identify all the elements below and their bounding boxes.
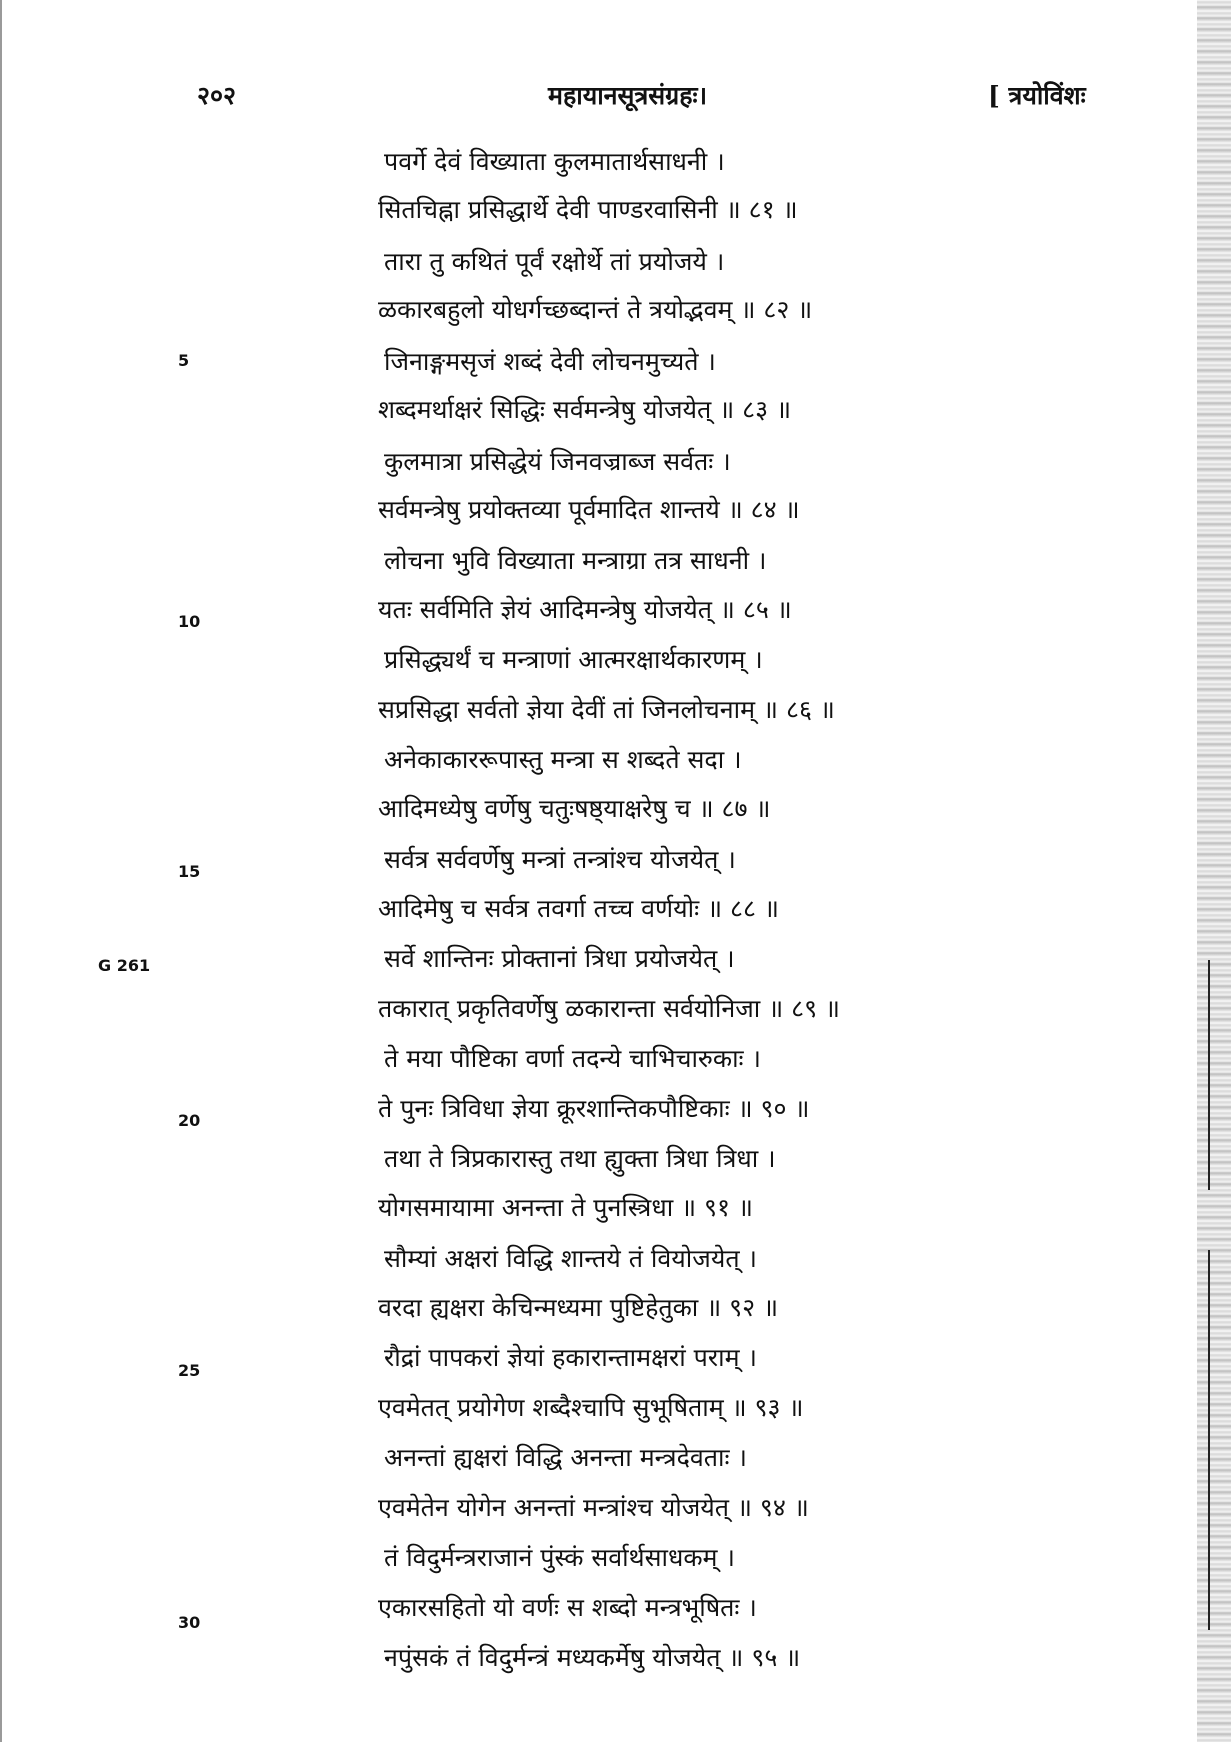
line-number: 15 xyxy=(178,862,201,881)
page-edge-left xyxy=(0,0,2,1742)
verse-line: एकारसहितो यो वर्णः स शब्दो मन्त्रभूषितः । xyxy=(378,1593,757,1622)
running-title: महायानसूत्रसंग्रहः। xyxy=(548,81,708,110)
verse-line: प्रसिद्ध्यर्थं च मन्त्राणां आत्मरक्षार्थकारणम् । xyxy=(384,645,763,674)
verse-line: आदिमेषु च सर्वत्र तवर्गा तच्च वर्णयोः ॥ ८८ ॥ xyxy=(378,894,779,923)
verse-line: अनेकाकाररूपास्तु मन्त्रा स शब्दते सदा । xyxy=(384,745,742,774)
line-number: 30 xyxy=(178,1613,201,1632)
verse-line: ते पुनः त्रिविधा ज्ञेया क्रूरशान्तिकपौष्टिकाः ॥ ९० ॥ xyxy=(378,1094,810,1123)
line-number: 25 xyxy=(178,1361,201,1380)
verse-line: एवमेतत् प्रयोगेण शब्दैश्चापि सुभूषिताम् ॥ ९३ ॥ xyxy=(378,1393,804,1422)
line-number: 20 xyxy=(178,1111,201,1130)
page-number: २०२ xyxy=(197,81,237,110)
verse-line: योगसमायामा अनन्ता ते पुनस्त्रिधा ॥ ९१ ॥ xyxy=(378,1193,753,1222)
verse-line: सर्वत्र सर्ववर्णेषु मन्त्रां तन्त्रांश्च योजयेत् । xyxy=(384,845,736,874)
line-number: 10 xyxy=(178,612,201,631)
verse-line: कुलमात्रा प्रसिद्धेयं जिनवज्राब्ज सर्वतः । xyxy=(384,447,731,476)
margin-rule xyxy=(1208,960,1210,1190)
verse-line: पवर्गे देवं विख्याता कुलमातार्थसाधनी । xyxy=(384,147,725,176)
verse-line: रौद्रां पापकरां ज्ञेयां हकारान्तामक्षरां पराम् । xyxy=(384,1343,757,1372)
verse-line: ळकारबहुलो योधर्गच्छब्दान्तं ते त्रयोद्भवम् ॥ ८२ ॥ xyxy=(378,295,813,324)
line-number: 5 xyxy=(178,351,190,370)
page-header xyxy=(0,78,1231,118)
verse-line: सौम्यां अक्षरां विद्धि शान्तये तं वियोजयेत् । xyxy=(384,1244,758,1273)
verse-line: नपुंसकं तं विदुर्मन्त्रं मध्यकर्मेषु योजयेत् ॥ ९५ ॥ xyxy=(384,1643,801,1672)
verse-line: सर्वे शान्तिनः प्रोक्तानां त्रिधा प्रयोजयेत् । xyxy=(384,944,735,973)
verse-line: तकारात् प्रकृतिवर्णेषु ळकारान्ता सर्वयोनिजा ॥ ८९ ॥ xyxy=(378,994,841,1023)
verse-line: ते मया पौष्टिका वर्णा तदन्ये चाभिचारुकाः । xyxy=(384,1044,762,1073)
margin-rule xyxy=(1208,1250,1210,1630)
verse-line: यतः सर्वमिति ज्ञेयं आदिमन्त्रेषु योजयेत् ॥ ८५ ॥ xyxy=(378,595,792,624)
page-edge-right xyxy=(1197,0,1231,1742)
verse-line: एवमेतेन योगेन अनन्तां मन्त्रांश्च योजयेत् ॥ ९४ ॥ xyxy=(378,1493,809,1522)
verse-line: लोचना भुवि विख्याता मन्त्राग्रा तत्र साधनी । xyxy=(384,546,767,575)
verse-line: अनन्तां ह्यक्षरां विद्धि अनन्ता मन्त्रदेवताः । xyxy=(384,1443,747,1472)
verse-line: आदिमध्येषु वर्णेषु चतुःषष्ठ्याक्षरेषु च ॥ ८७ ॥ xyxy=(378,794,771,823)
verse-line: सप्रसिद्धा सर्वतो ज्ञेया देवीं तां जिनलोचनाम् ॥ ८६ ॥ xyxy=(378,695,835,724)
verse-line: जिनाङ्गमसृजं शब्दं देवी लोचनमुच्यते । xyxy=(384,347,716,376)
margin-gloss: G 261 xyxy=(98,956,151,975)
verse-line: शब्दमर्थाक्षरं सिद्धिः सर्वमन्त्रेषु योजयेत् ॥ ८३ ॥ xyxy=(378,395,792,424)
verse-line: सितचिह्ना प्रसिद्धार्थे देवी पाण्डरवासिनी ॥ ८१ ॥ xyxy=(378,195,798,224)
verse-line: सर्वमन्त्रेषु प्रयोक्तव्या पूर्वमादित शान्तये ॥ ८४ ॥ xyxy=(378,495,800,524)
verse-line: वरदा ह्यक्षरा केचिन्मध्यमा पुष्टिहेतुका ॥ ९२ ॥ xyxy=(378,1293,779,1322)
verse-line: तारा तु कथितं पूर्वं रक्षोर्थे तां प्रयोजये । xyxy=(384,247,725,276)
verse-line: तं विदुर्मन्त्रराजानं पुंस्कं सर्वार्थसाधकम् । xyxy=(384,1543,735,1572)
verse-line: तथा ते त्रिप्रकारास्तु तथा ह्युक्ता त्रिधा त्रिधा । xyxy=(384,1144,776,1173)
chapter-heading: [ त्रयोविंशः xyxy=(988,81,1086,110)
